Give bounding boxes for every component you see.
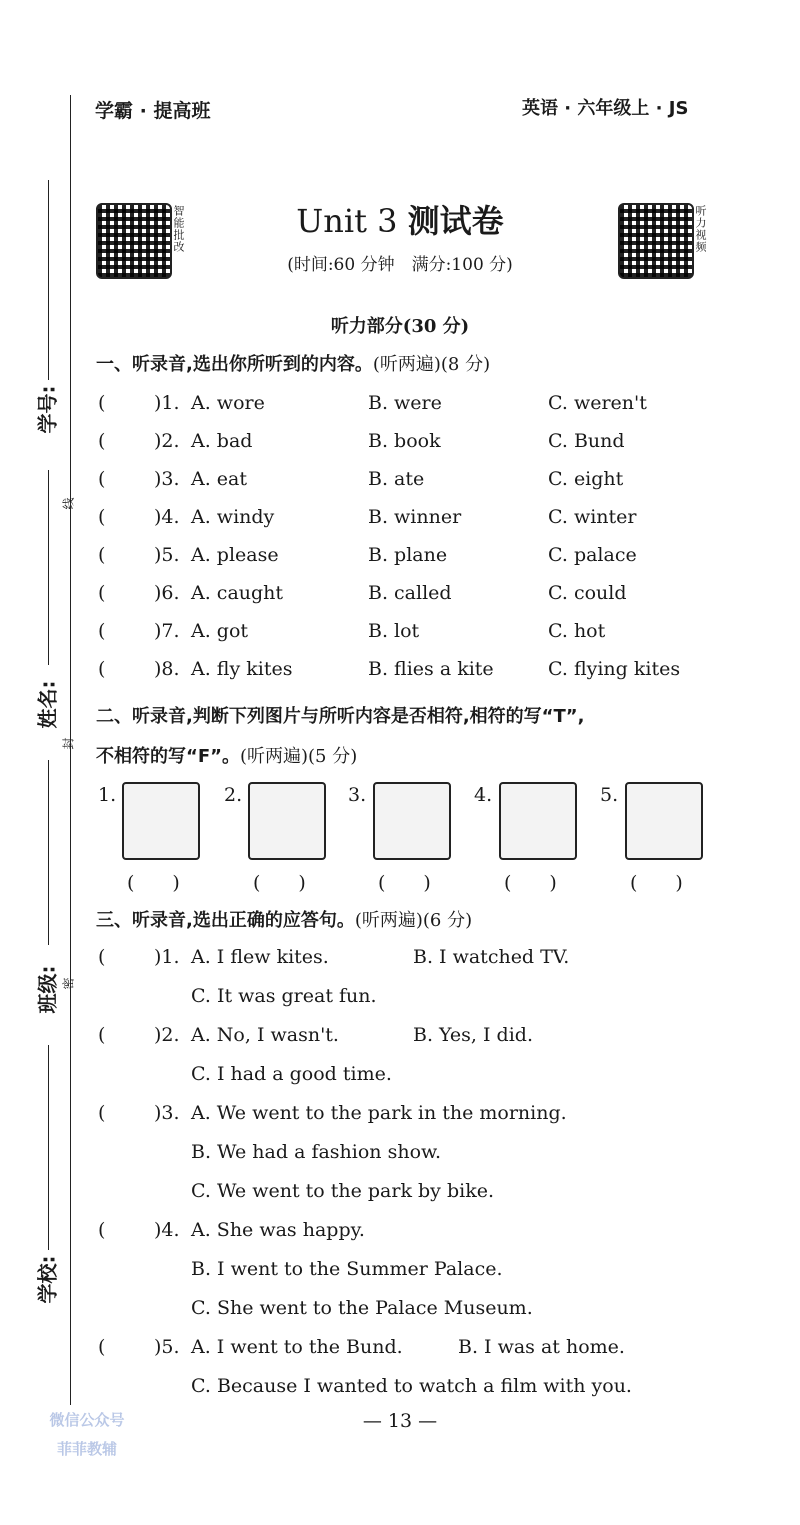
- student-name-label: 姓名:: [35, 680, 60, 729]
- picture-3: [373, 782, 451, 860]
- picture-4: [499, 782, 577, 860]
- answer-blank[interactable]: ( ): [127, 872, 180, 894]
- answer-blank[interactable]: ( ): [630, 872, 683, 894]
- class-label: 班级:: [35, 965, 60, 1014]
- question-5: ( )5. A. I went to the Bund. B. I was at home.: [98, 1336, 625, 1358]
- qr-video-label: 听力视频: [694, 205, 707, 253]
- student-number-label: 学号:: [35, 385, 60, 434]
- list-item: ( )8. A. fly kites B. flies a kite C. flying kites: [98, 658, 681, 680]
- answer-blank[interactable]: ( ): [253, 872, 306, 894]
- question-3-option-b: B. We had a fashion show.: [191, 1141, 442, 1163]
- question-4-option-c: C. She went to the Palace Museum.: [191, 1297, 533, 1319]
- question-4-option-b: B. I went to the Summer Palace.: [191, 1258, 503, 1280]
- picture-5: [625, 782, 703, 860]
- list-item: ( )2. A. bad B. book C. Bund: [98, 430, 625, 452]
- part2-heading-cont: 不相符的写“F”。(听两遍)(5 分): [96, 746, 358, 767]
- question-5-option-c: C. Because I wanted to watch a film with you.: [191, 1375, 632, 1397]
- part3-heading: 三、听录音,选出正确的应答句。(听两遍)(6 分): [96, 910, 473, 931]
- list-item: ( )7. A. got B. lot C. hot: [98, 620, 606, 642]
- question-1: ( )1. A. I flew kites. B. I watched TV.: [98, 946, 570, 968]
- question-3: ( )3. A. We went to the park in the morning.: [98, 1102, 567, 1124]
- seal-mark-feng: 封: [61, 737, 76, 750]
- answer-blank[interactable]: ( ): [504, 872, 557, 894]
- page-number: — 13 —: [362, 1410, 438, 1432]
- question-1-option-c: C. It was great fun.: [191, 985, 377, 1007]
- page-title: [0, 196, 800, 242]
- qr-grading-label: 智能批改: [172, 205, 185, 253]
- part2-heading: 二、听录音,判断下列图片与所听内容是否相符,相符的写“T”,: [96, 706, 585, 727]
- name-blank: [48, 470, 49, 665]
- title-unit: Unit 3: [296, 202, 398, 240]
- picture-1: [122, 782, 200, 860]
- seal-mark-line: 线: [61, 497, 76, 510]
- question-2: ( )2. A. No, I wasn't. B. Yes, I did.: [98, 1024, 533, 1046]
- brand-title: 学霸 · 提高班: [95, 100, 211, 122]
- watermark-line1: 微信公众号: [49, 1411, 125, 1429]
- exam-info: (时间:60 分钟 满分:100 分): [287, 255, 513, 275]
- part1-heading: 一、听录音,选出你所听到的内容。(听两遍)(8 分): [96, 354, 491, 375]
- school-label: 学校:: [35, 1255, 60, 1304]
- question-3-option-c: C. We went to the park by bike.: [191, 1180, 494, 1202]
- question-2-option-c: C. I had a good time.: [191, 1063, 392, 1085]
- listening-section-title: 听力部分(30 分): [330, 316, 470, 337]
- picture-number: 2.: [224, 784, 243, 806]
- list-item: ( )3. A. eat B. ate C. eight: [98, 468, 624, 490]
- list-item: ( )1. A. wore B. were C. weren't: [98, 392, 647, 414]
- watermark-line2: 菲菲教辅: [56, 1440, 117, 1458]
- picture-number: 1.: [98, 784, 117, 806]
- picture-number: 3.: [348, 784, 367, 806]
- list-item: ( )5. A. please B. plane C. palace: [98, 544, 637, 566]
- binding-line: [70, 95, 71, 1405]
- answer-blank[interactable]: ( ): [378, 872, 431, 894]
- list-item: ( )6. A. caught B. called C. could: [98, 582, 627, 604]
- seal-mark-mi: 密: [61, 977, 76, 990]
- part1-list: [98, 384, 718, 688]
- list-item: ( )4. A. windy B. winner C. winter: [98, 506, 637, 528]
- school-blank: [48, 1045, 49, 1250]
- watermark: [12, 1395, 162, 1475]
- class-blank: [48, 760, 49, 945]
- subject-label: 英语 · 六年级上 · JS: [522, 98, 689, 119]
- title-cn: 测试卷: [407, 202, 504, 240]
- picture-number: 4.: [474, 784, 493, 806]
- question-4: ( )4. A. She was happy.: [98, 1219, 365, 1241]
- picture-2: [248, 782, 326, 860]
- picture-number: 5.: [600, 784, 619, 806]
